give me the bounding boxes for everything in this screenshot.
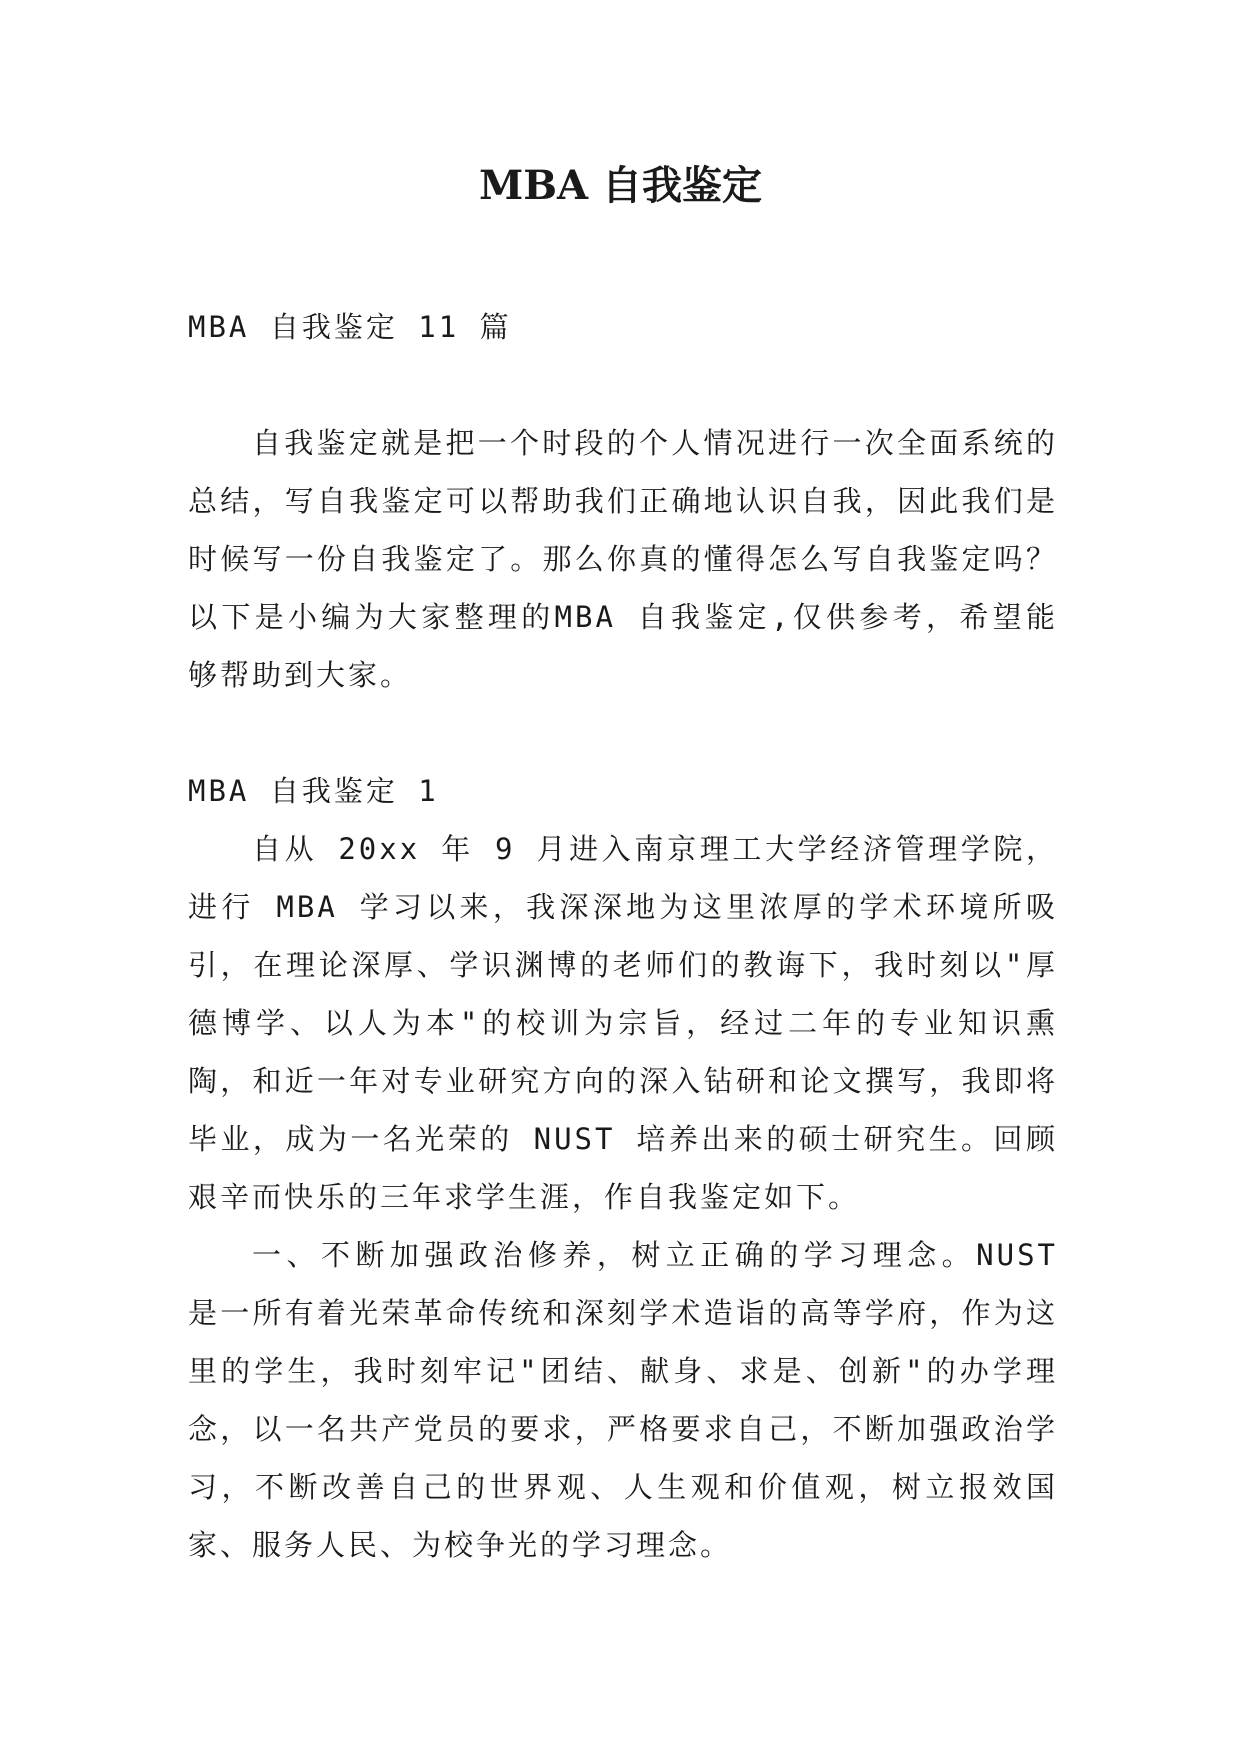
body-paragraph: 自从 20xx 年 9 月进入南京理工大学经济管理学院，进行 MBA 学习以来，我深深地为这里浓厚的学术环境所吸引，在理论深厚、学识渊博的老师们的教诲下，我时刻以"厚德博学、以人为本"的校训为宗旨，经过二年的专业知识熏陶，和近一年对专业研究方向的深入钻研和论文撰写，我即将毕业，成为一名光荣的 NUST 培养出来的硕士研究生。回顾艰辛而快乐的三年求学生涯，作自我鉴定如下。 — [188, 832, 1058, 1214]
spacer — [188, 356, 1058, 414]
intro-paragraph: 自我鉴定就是把一个时段的个人情况进行一次全面系统的总结，写自我鉴定可以帮助我们正确地认识自我，因此我们是时候写一份自我鉴定了。那么你真的懂得怎么写自我鉴定吗？以下是小编为大家整理的MBA 自我鉴定,仅供参考，希望能够帮助到大家。 — [188, 426, 1058, 692]
spacer — [188, 704, 1058, 762]
body-paragraph: 一、不断加强政治修养，树立正确的学习理念。NUST 是一所有着光荣革命传统和深刻学术造诣的高等学府，作为这里的学生，我时刻牢记"团结、献身、求是、创新"的办学理念，以一名共产党员的要求，严格要求自己，不断加强政治学习，不断改善自己的世界观、人生观和价值观，树立报效国家、服务人民、为校争光的学习理念。 — [188, 1238, 1058, 1562]
document-subtitle: MBA 自我鉴定 11 篇 — [188, 310, 512, 344]
document-title: MBA 自我鉴定 — [478, 162, 763, 209]
section-heading: MBA 自我鉴定 1 — [188, 774, 439, 808]
document-body — [188, 298, 1058, 1574]
